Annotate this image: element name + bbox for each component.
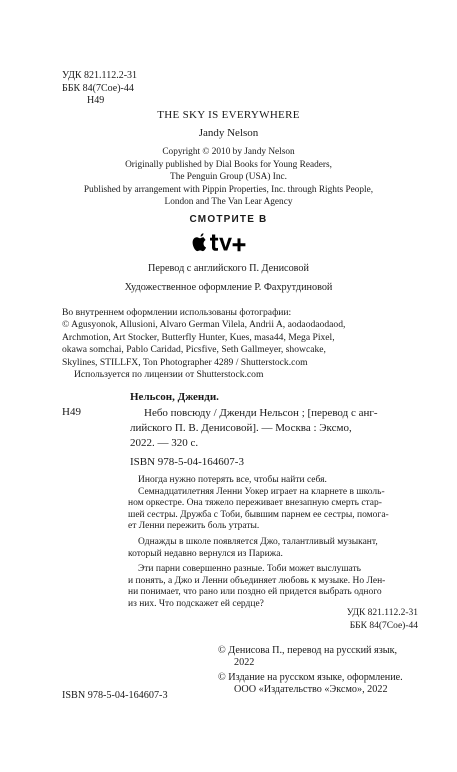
copyright-block — [0, 146, 457, 209]
notice-line: ООО «Издательство «Эксмо», 2022 — [234, 684, 388, 696]
photo-credit-line: © Agusyonok, Allusioni, Alvaro German Vilela, Andrii A, aodaodaodaod, — [62, 319, 346, 331]
annotation-line: Эти парни совершенно разные. Тоби может выслушать — [138, 564, 361, 575]
photo-license-line: Используется по лицензии от Shutterstock.com — [74, 369, 264, 381]
copyright-line: Copyright © 2010 by Jandy Nelson — [162, 147, 295, 157]
annotation-line: из них. Что подскажет ей сердце? — [128, 598, 264, 609]
original-title: THE SKY IS EVERYWHERE — [157, 109, 300, 121]
annotation-line: шей сестры. Дружба с Тоби, бывшим парнем ее сестры, помога- — [128, 509, 389, 520]
isbn-bottom: ISBN 978-5-04-164607-3 — [62, 690, 168, 701]
annotation-line: Семнадцатилетняя Ленни Уокер играет на кларнете в школь- — [138, 486, 385, 497]
bbk-code: ББК 84(7Сое)-44 — [62, 82, 134, 94]
bbk-code: ББК 84(7Сое)-44 — [349, 620, 418, 631]
photo-credit-line: Skylines, STILLFX, Ton Photographer 4289 / Shutterstock.com — [62, 356, 308, 368]
annotation-line: и понять, а Джо и Ленни объединяет любовь к музыке. Но Лен- — [128, 575, 386, 586]
class-code: Н49 — [62, 406, 81, 418]
notice-line: © Издание на русском языке, оформление. — [218, 671, 403, 683]
translation-credit: Перевод с английского П. Денисовой — [148, 263, 309, 274]
annotation-line: Иногда нужно потерять все, чтобы найти себя. — [138, 475, 327, 485]
udk-bbk-top — [62, 70, 137, 108]
notice-line: © Денисова П., перевод на русский язык, — [218, 645, 398, 656]
copyright-line: The Penguin Group (USA) Inc. — [170, 172, 287, 182]
apple-tv-plus-logo-icon — [190, 228, 282, 258]
annotation-line: Однажды в школе появляется Джо, талантливый музыкант, — [138, 536, 378, 547]
author-mark: Н49 — [87, 95, 105, 106]
annotation-line: ет Ленни пережить боль утраты. — [128, 521, 260, 532]
copyright-line: Published by arrangement with Pippin Properties, Inc. through Rights People, — [83, 184, 374, 195]
udk-code: УДК 821.112.2-31 — [62, 70, 138, 81]
copyright-notice-translation — [218, 645, 433, 670]
photo-credit-line: okawa somchai, Pablo Caridad, Picsfive, Seth Gallmeyer, showcake, — [62, 344, 326, 356]
annotation-line: ном оркестре. Она тяжело переживает внезапную смерть стар- — [128, 498, 382, 509]
udk-bbk-bottom — [300, 607, 418, 632]
photo-credits — [62, 307, 402, 381]
annotation — [128, 475, 418, 611]
copyright-line: London and The Van Lear Agency — [164, 197, 293, 207]
annotation-line: который недавно вернулся из Парижа. — [128, 548, 283, 559]
isbn-main: ISBN 978-5-04-164607-3 — [130, 456, 244, 468]
copyright-line: Originally published by Dial Books for Young Readers, — [125, 159, 332, 170]
watch-label: СМОТРИТЕ В — [189, 214, 268, 225]
biblio-line: лийского П. В. Денисовой]. — Москва : Эксмо, — [130, 422, 352, 434]
original-author: Jandy Nelson — [198, 127, 259, 139]
bibliographic-entry — [130, 406, 400, 451]
copyright-notice-edition — [218, 672, 433, 697]
biblio-line: Небо повсюду / Дженди Нельсон ; [перевод с анг- — [144, 407, 378, 419]
art-design-credit: Художественное оформление Р. Фахрутдиновой — [124, 282, 333, 293]
author-heading: Нельсон, Дженди. — [130, 391, 219, 403]
biblio-line: 2022. — 320 с. — [130, 437, 199, 449]
photo-credit-line: Во внутреннем оформлении использованы фотографии: — [62, 307, 292, 318]
annotation-line: ни понимает, что рано или поздно ей придется выбрать одного — [128, 587, 382, 598]
notice-line: 2022 — [234, 657, 255, 669]
photo-credit-line: Archmotion, Art Stocker, Butterfly Hunter, Kues, masa44, Mega Pixel, — [62, 331, 335, 343]
udk-code: УДК 821.112.2-31 — [346, 608, 418, 618]
copyright-notices — [218, 645, 433, 699]
